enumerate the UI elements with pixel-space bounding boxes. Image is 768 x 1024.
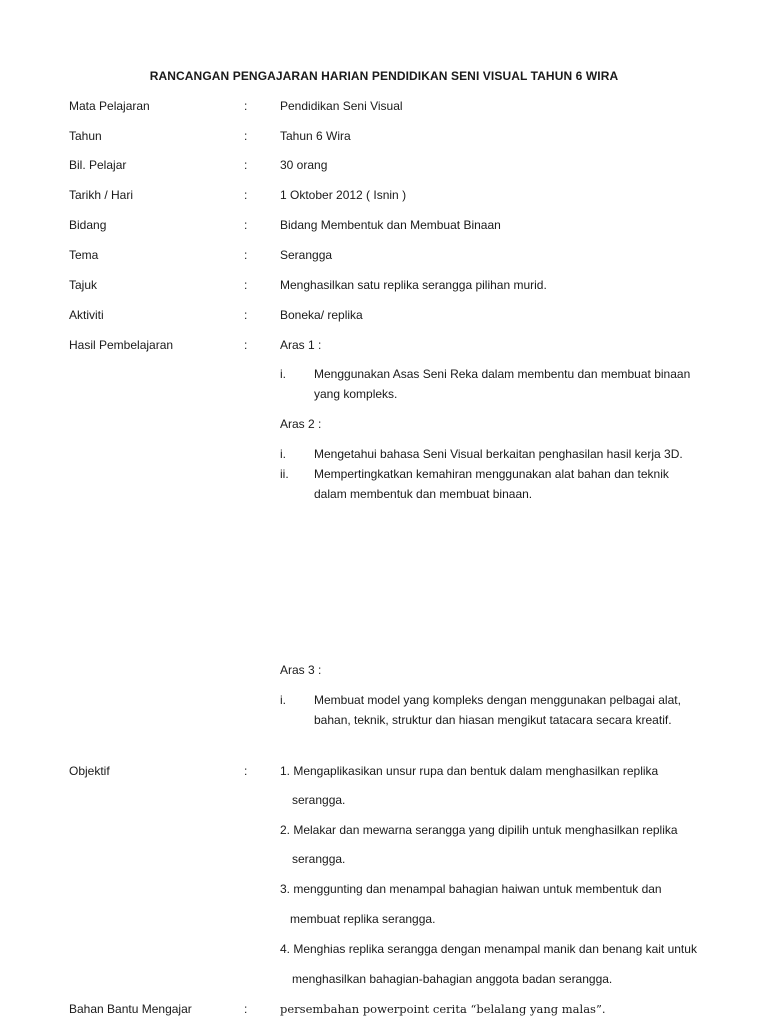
- field-label-objektif: Objektif: [69, 764, 110, 778]
- field-colon: :: [244, 129, 248, 143]
- aras-3-item-num: i.: [280, 693, 286, 707]
- aras-3-item-text: Membuat model yang kompleks dengan menggunakan pelbagai alat, bahan, teknik, struktur dan hiasan mengikut tatacara secara kreatif.: [314, 693, 681, 727]
- document-title: RANCANGAN PENGAJARAN HARIAN PENDIDIKAN SENI VISUAL TAHUN 6 WIRA: [149, 69, 619, 83]
- field-label-bidang: Bidang: [69, 218, 107, 232]
- field-colon: :: [244, 158, 248, 172]
- field-label-tahun: Tahun: [69, 129, 102, 143]
- field-colon: :: [244, 188, 248, 202]
- field-colon: :: [244, 248, 248, 262]
- field-label-bahan-bantu-mengajar: Bahan Bantu Mengajar: [69, 1002, 192, 1016]
- aras-1-heading: Aras 1 :: [280, 338, 322, 352]
- field-label-tajuk: Tajuk: [69, 278, 98, 292]
- field-colon: :: [244, 764, 248, 778]
- aras-2-heading: Aras 2 :: [280, 417, 322, 431]
- field-label-bil-pelajar: Bil. Pelajar: [69, 158, 127, 172]
- objektif-item-continuation: serangga.: [292, 793, 346, 807]
- aras-3-heading: Aras 3 :: [280, 663, 322, 677]
- aras-2-item-text: Mempertingkatkan kemahiran menggunakan alat bahan dan teknik dalam membentuk dan membuat binaan.: [314, 467, 669, 501]
- objektif-item-line: 4. Menghias replika serangga dengan menampal manik dan benang kait untuk: [280, 942, 697, 956]
- objektif-item-continuation: serangga.: [292, 852, 346, 866]
- field-value-tajuk: Menghasilkan satu replika serangga pilihan murid.: [280, 278, 547, 292]
- field-colon: :: [244, 308, 248, 322]
- field-value-tarikh-hari: 1 Oktober 2012 ( Isnin ): [280, 188, 407, 202]
- field-colon: :: [244, 218, 248, 232]
- aras-2-item-text: Mengetahui bahasa Seni Visual berkaitan penghasilan hasil kerja 3D.: [314, 447, 683, 461]
- field-label-tema: Tema: [69, 248, 99, 262]
- field-colon: :: [244, 278, 248, 292]
- aras-2-item-num: i.: [280, 447, 286, 461]
- field-value-tema: Serangga: [280, 248, 333, 262]
- field-value-bil-pelajar: 30 orang: [280, 158, 328, 172]
- field-label-tarikh-hari: Tarikh / Hari: [69, 188, 134, 202]
- field-colon: :: [244, 99, 248, 113]
- objektif-item-line: 3. menggunting dan menampal bahagian haiwan untuk membentuk dan: [280, 882, 662, 896]
- objektif-item-line: 1. Mengaplikasikan unsur rupa dan bentuk dalam menghasilkan replika: [280, 764, 659, 778]
- field-colon: :: [244, 338, 248, 352]
- aras-1-item-text: Menggunakan Asas Seni Reka dalam membentu dan membuat binaan yang kompleks.: [314, 367, 691, 401]
- field-value-aktiviti: Boneka/ replika: [280, 308, 363, 322]
- field-label-aktiviti: Aktiviti: [69, 308, 104, 322]
- objektif-item-line: 2. Melakar dan mewarna serangga yang dipilih untuk menghasilkan replika: [280, 823, 678, 837]
- objektif-item-continuation: membuat replika serangga.: [290, 912, 436, 926]
- objektif-item-continuation: menghasilkan bahagian-bahagian anggota badan serangga.: [292, 972, 613, 986]
- field-label-mata-pelajaran: Mata Pelajaran: [69, 99, 150, 113]
- field-value-bahan-bantu-mengajar: persembahan powerpoint cerita “belalang yang malas”.: [280, 1002, 606, 1016]
- field-value-mata-pelajaran: Pendidikan Seni Visual: [280, 99, 403, 113]
- field-colon: :: [244, 1002, 248, 1016]
- field-value-bidang: Bidang Membentuk dan Membuat Binaan: [280, 218, 501, 232]
- aras-1-item-num: i.: [280, 367, 286, 381]
- field-label-hasil-pembelajaran: Hasil Pembelajaran: [69, 338, 174, 352]
- aras-2-item-num: ii.: [280, 467, 289, 481]
- field-value-tahun: Tahun 6 Wira: [280, 129, 351, 143]
